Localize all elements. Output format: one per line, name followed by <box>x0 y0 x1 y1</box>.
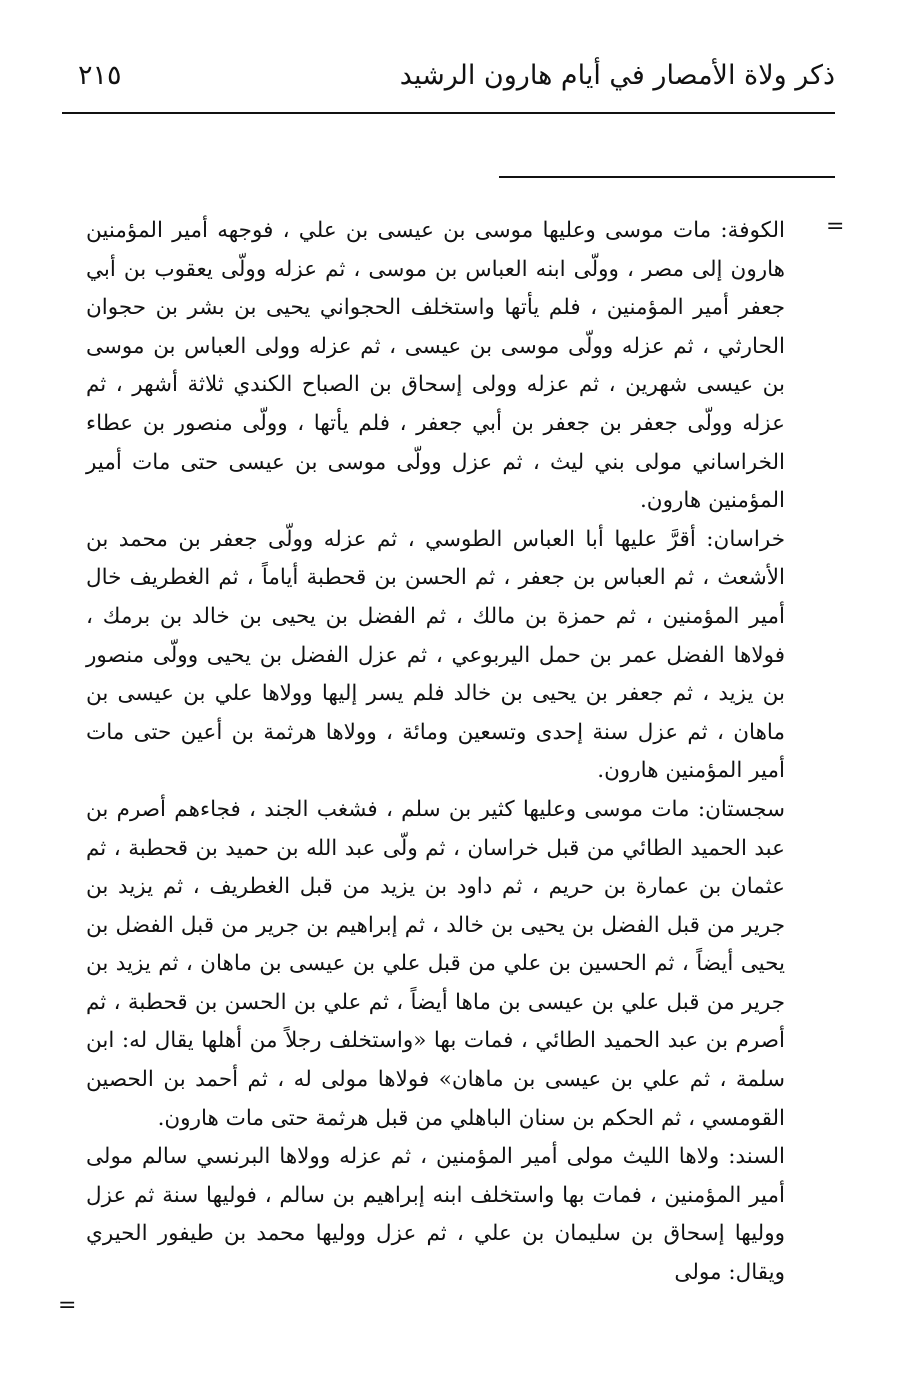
entry-heading: خراسان: <box>706 526 786 552</box>
continuation-marker-start: = <box>826 214 845 239</box>
entry-sijistan <box>86 791 785 1138</box>
entry-kufa <box>86 212 785 521</box>
footnote-rule <box>499 176 835 178</box>
entry-text: أقرَّ عليها أبا العباس الطوسي ، ثم عزله وولّى جعفر بن محمد بن الأشعث ، ثم العباس بن جعفر ، ثم الحسن بن قحطبة أياماً ، ثم الغطريف خال أمير المؤمنين ، ثم حمزة بن مالك ، ثم الفضل بن يحيى بن خالد بن برمك ، فولاها الفضل عمر بن حمل اليربوعي ، ثم عزل الفضل بن يحيى وولّى منصور بن يزيد ، ثم جعفر بن يحيى بن خالد فلم يسر إليها وولاها علي بن عيسى بن ماهان ، ثم عزل سنة إحدى وتسعين ومائة ، وولاها هرثمة بن أعين حتى مات أمير المؤمنين هارون. <box>86 526 785 784</box>
entry-sind <box>86 1138 785 1292</box>
entry-text: مات موسى وعليها موسى بن عيسى بن علي ، فوجهه أمير المؤمنين هارون إلى مصر ، وولّى ابنه العباس بن موسى ، ثم عزله وولّى يعقوب بن أبي جعفر أمير المؤمنين ، فلم يأتها واستخلف الحجواني يحيى بن بشر بن حجوان الحارثي ، ثم عزله وولّى موسى بن عيسى ، ثم عزله وولى العباس بن موسى بن عيسى شهرين ، ثم عزله وولى إسحاق بن الصباح الكندي ثلاثة أشهر ، ثم عزله وولّى جعفر بن جعفر بن أبي جعفر ، فلم يأتها ، وولّى منصور بن عطاء الخراساني مولى بني ليث ، ثم عزل وولّى موسى بن عيسى حتى مات أمير المؤمنين هارون. <box>86 218 785 514</box>
entry-text: مات موسى وعليها كثير بن سلم ، فشغب الجند ، فجاءهم أصرم بن عبد الحميد الطائي من قبل خراسان ، ثم ولّى عبد الله بن حميد بن قحطبة ، ثم عثمان بن عمارة بن حريم ، ثم داود بن يزيد من قبل الغطريف ، ثم يزيد بن جرير من قبل الفضل بن يحيى بن خالد ، ثم إبراهيم بن جرير من قبل الفضل بن يحيى أيضاً ، ثم الحسين بن علي من قبل علي بن عيسى بن ماهان ، ثم يزيد بن جرير من قبل علي بن عيسى بن ماها أيضاً ، ثم علي بن الحسن بن قحطبة ، ثم أصرم بن عبد الحميد الطائي ، فمات بها «واستخلف رجلاً من أهلها يقال له: ابن سلمة ، ثم علي بن عيسى بن ماهان» فولاها مولى له ، ثم أحمد بن الحصين القومسي ، ثم الحكم بن سنان الباهلي من قبل هرثمة حتى مات هارون. <box>86 796 785 1131</box>
entry-khurasan <box>86 521 785 791</box>
continuation-marker-end: = <box>58 1293 77 1318</box>
entry-heading: السند: <box>728 1144 785 1170</box>
entry-text: ولاها الليث مولى أمير المؤمنين ، ثم عزله وولاها البرنسي سالم مولى أمير المؤمنين ، فمات بها واستخلف ابنه إبراهيم بن سالم ، فوليها سنة ثم عزل ووليها إسحاق بن سليمان بن علي ، ثم عزل ووليها محمد بن طيفور الحيري ويقال: مولى <box>86 1144 785 1286</box>
entry-heading: سجستان: <box>697 796 785 822</box>
footnote-body <box>86 212 785 1293</box>
header-rule <box>62 112 835 114</box>
entry-heading: الكوفة: <box>720 218 785 243</box>
running-header-title: ذكر ولاة الأمصار في أيام هارون الرشيد <box>399 60 835 91</box>
page-number: ٢١٥ <box>78 60 122 91</box>
